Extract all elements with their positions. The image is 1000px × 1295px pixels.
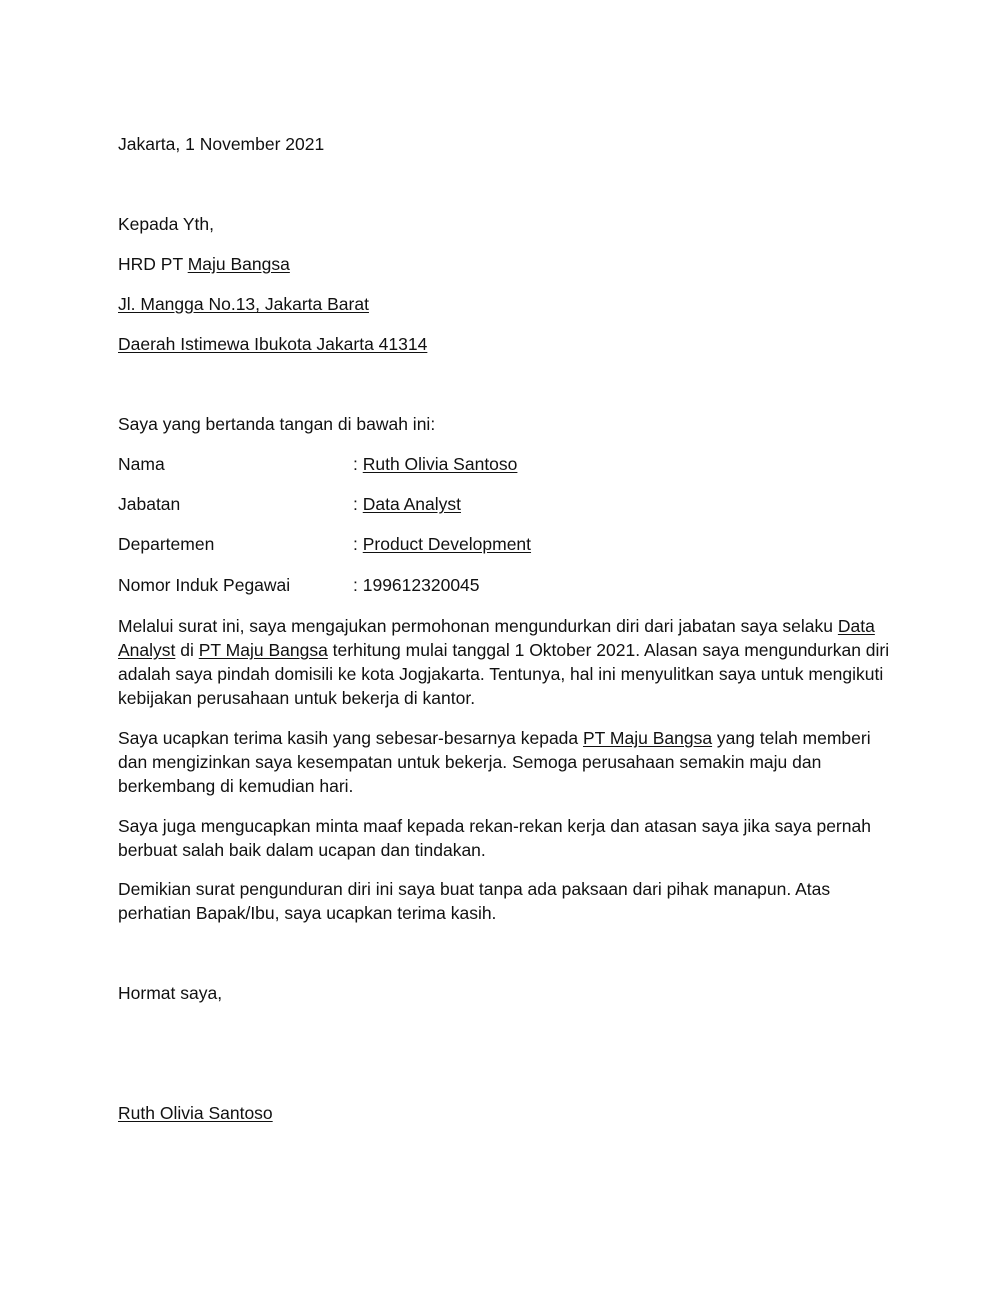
intro-text: Saya yang bertanda tangan di bawah ini: [118,414,436,434]
place-date: Jakarta, 1 November 2021 [118,134,325,154]
identity-name-row [118,452,517,476]
recipient-region: Daerah Istimewa Ibukota Jakarta 41314 [118,334,428,354]
para1-text-1: Melalui surat ini, saya mengajukan permohonan mengundurkan diri dari jabatan saya selaku [118,616,838,636]
identity-position-sep: : [353,494,363,514]
identity-dept-label: Departemen [118,534,215,554]
paragraph-thanks [118,726,893,798]
identity-nip-row [118,573,480,597]
recipient-company: Maju Bangsa [187,254,290,274]
para1-position: Data Analyst [118,616,875,660]
identity-name-label: Nama [118,454,165,474]
identity-dept-row [118,532,531,556]
identity-dept-value: Product Development [362,534,532,554]
recipient-prefix: HRD PT [118,254,188,274]
identity-position-row [118,492,461,516]
identity-position-label: Jabatan [118,494,181,514]
recipient-greeting: Kepada Yth, [118,214,215,234]
recipient-address: Jl. Mangga No.13, Jakarta Barat [118,294,369,314]
recipient-line [118,252,290,276]
paragraph-apology: Saya juga mengucapkan minta maaf kepada rekan-rekan kerja dan atasan saya jika saya pernah berbuat salah baik dalam ucapan dan tindakan. [118,816,871,860]
para1-company: PT Maju Bangsa [198,640,328,660]
identity-nip-value: : 199612320045 [353,575,480,595]
para2-company: PT Maju Bangsa [583,728,713,748]
para1-text-3: terhitung mulai tanggal 1 Oktober 2021. Alasan saya mengundurkan diri adalah saya pindah domisili ke kota Jogjakarta. Tentunya, hal ini menyulitkan saya untuk mengikuti kebijakan perusahaan untuk bekerja di kantor. [118,640,890,708]
para2-text-1: Saya ucapkan terima kasih yang sebesar-besarnya kepada [118,728,583,748]
signature-name: Ruth Olivia Santoso [118,1103,273,1123]
identity-nip-label: Nomor Induk Pegawai [118,575,291,595]
paragraph-resignation [118,614,893,710]
identity-position-value: Data Analyst [362,494,461,514]
identity-dept-sep: : [353,534,363,554]
identity-name-value: Ruth Olivia Santoso [362,454,518,474]
para2-text-2: yang telah memberi dan mengizinkan saya kesempatan untuk bekerja. Semoga perusahaan semakin maju dan berkembang di kemudian hari. [118,728,871,796]
paragraph-closing: Demikian surat pengunduran diri ini saya buat tanpa ada paksaan dari pihak manapun. Atas perhatian Bapak/Ibu, saya ucapkan terima kasih. [118,879,831,923]
para1-text-2: di [175,640,199,660]
closing-salutation: Hormat saya, [118,983,223,1003]
identity-name-sep: : [353,454,363,474]
